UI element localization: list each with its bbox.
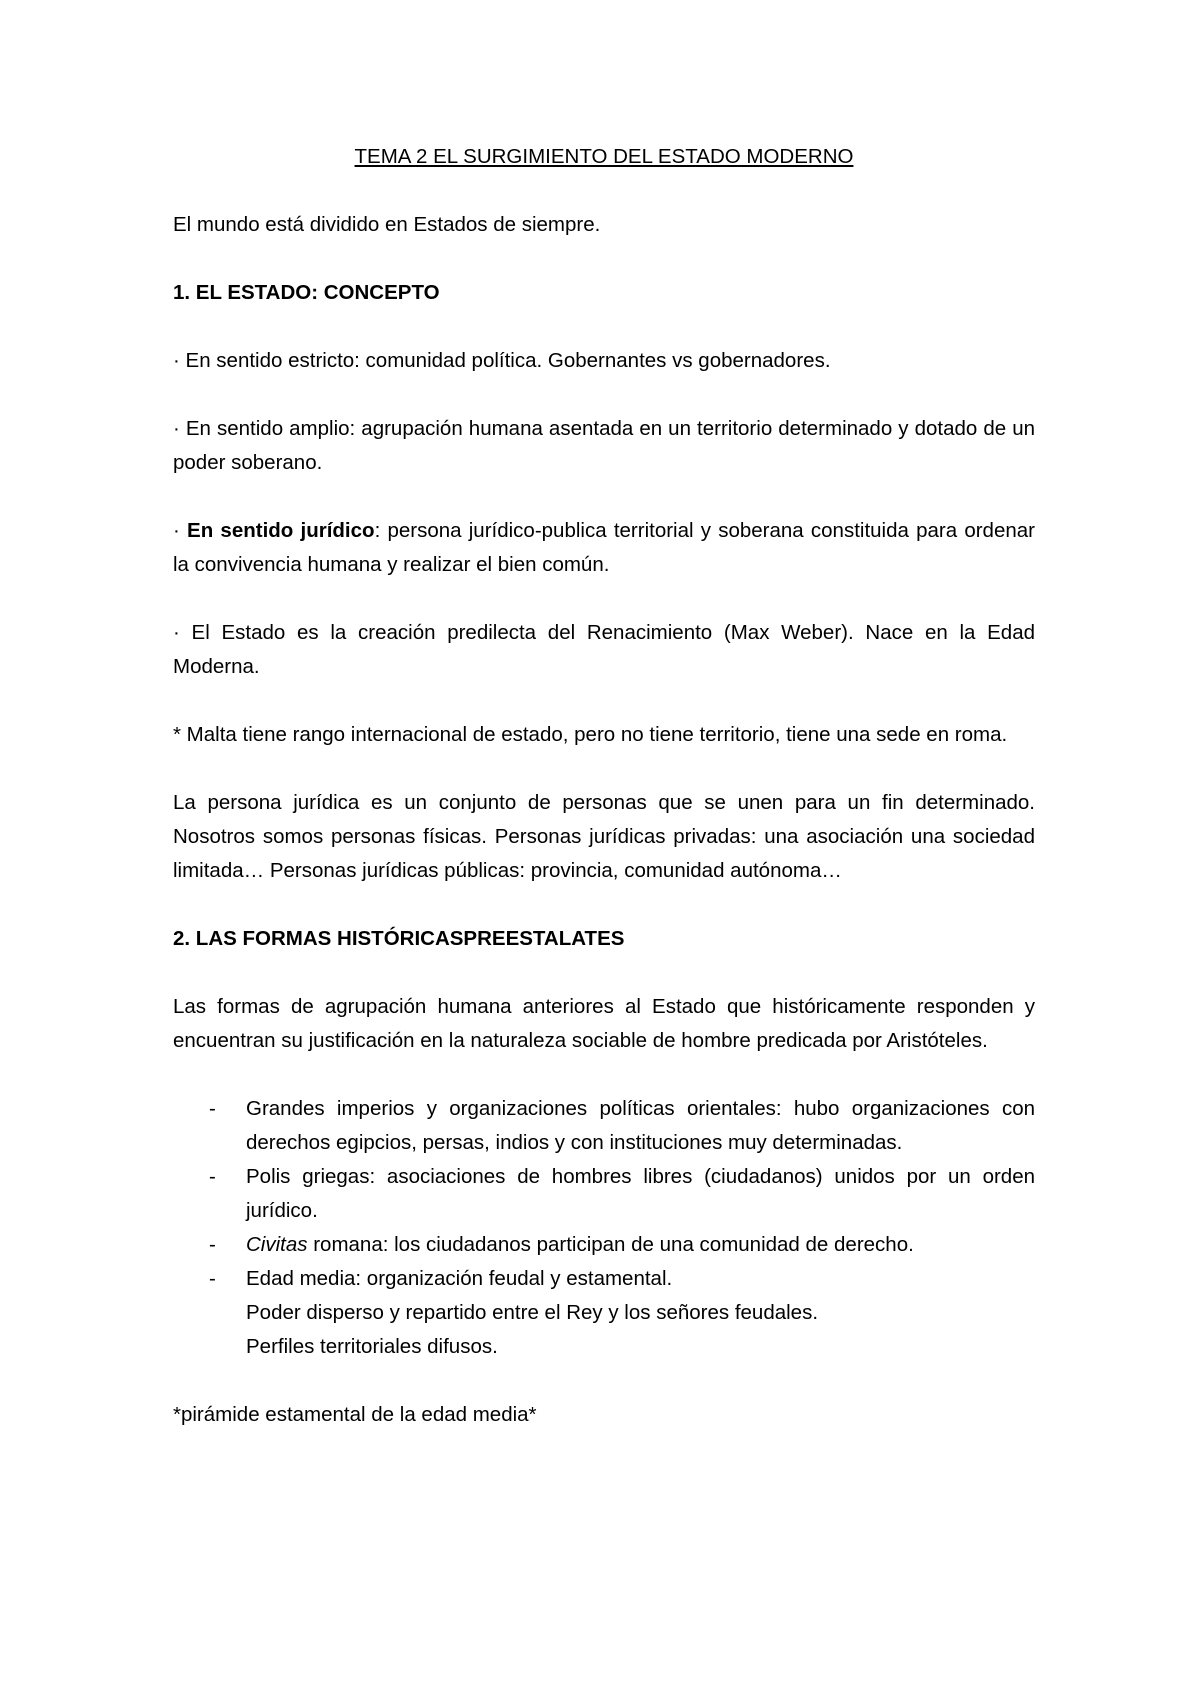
legal-person-paragraph: La persona jurídica es un conjunto de personas que se unen para un fin determinado. Nosotros somos personas físicas. Personas jurídicas privadas: una asociación una sociedad limitada… Personas jurídicas públicas: provincia, comunidad autónoma… bbox=[173, 791, 1035, 882]
list-item-text: romana: los ciudadanos participan de una comunidad de derecho. bbox=[307, 1233, 914, 1256]
historical-forms-list bbox=[173, 1092, 1035, 1364]
renaissance-paragraph: · El Estado es la creación predilecta del Renacimiento (Max Weber). Nace en la Edad Moderna. bbox=[173, 621, 1035, 678]
bullet-mark: · bbox=[173, 519, 188, 542]
list-item bbox=[173, 1228, 1035, 1262]
section-1-heading: 1. EL ESTADO: CONCEPTO bbox=[173, 281, 440, 304]
list-item bbox=[173, 1092, 1035, 1160]
list-item-text: Polis griegas: asociaciones de hombres libres (ciudadanos) unidos por un orden jurídico. bbox=[246, 1165, 1035, 1222]
list-item bbox=[173, 1160, 1035, 1228]
section-2-intro-paragraph: Las formas de agrupación humana anteriores al Estado que históricamente responden y encuentran su justificación en la naturaleza sociable de hombre predicada por Aristóteles. bbox=[173, 995, 1035, 1052]
list-item-text: Edad media: organización feudal y estamental. bbox=[246, 1267, 673, 1290]
list-item-text: Grandes imperios y organizaciones políticas orientales: hubo organizaciones con derechos egipcios, persas, indios y con instituciones muy determinadas. bbox=[246, 1097, 1035, 1154]
concept-strict-paragraph: · En sentido estricto: comunidad política. Gobernantes vs gobernadores. bbox=[173, 349, 831, 372]
document-title: TEMA 2 EL SURGIMIENTO DEL ESTADO MODERNO bbox=[354, 145, 854, 168]
document-page bbox=[173, 140, 1035, 1466]
list-item-italic-term: Civitas bbox=[246, 1233, 308, 1256]
malta-note-paragraph: * Malta tiene rango internacional de estado, pero no tiene territorio, tiene una sede en roma. bbox=[173, 723, 1008, 746]
dash-mark: - bbox=[209, 1233, 216, 1256]
concept-broad-paragraph: · En sentido amplio: agrupación humana asentada en un territorio determinado y dotado de un poder soberano. bbox=[173, 417, 1035, 474]
section-2-heading: 2. LAS FORMAS HISTÓRICASPREESTALATES bbox=[173, 927, 625, 950]
list-item-subline: Poder disperso y repartido entre el Rey y los señores feudales. bbox=[246, 1301, 819, 1324]
intro-paragraph: El mundo está dividido en Estados de siempre. bbox=[173, 213, 601, 236]
concept-legal-text: : persona jurídico-publica territorial y soberana constituida para ordenar la convivencia humana y realizar el bien común. bbox=[173, 519, 1035, 576]
concept-legal-paragraph bbox=[173, 514, 1035, 582]
list-item bbox=[173, 1262, 1035, 1364]
dash-mark: - bbox=[209, 1267, 216, 1290]
concept-legal-label: En sentido jurídico bbox=[187, 519, 375, 542]
dash-mark: - bbox=[209, 1097, 216, 1120]
list-item-subline: Perfiles territoriales difusos. bbox=[246, 1335, 498, 1358]
closing-note: *pirámide estamental de la edad media* bbox=[173, 1403, 537, 1426]
dash-mark: - bbox=[209, 1165, 216, 1188]
